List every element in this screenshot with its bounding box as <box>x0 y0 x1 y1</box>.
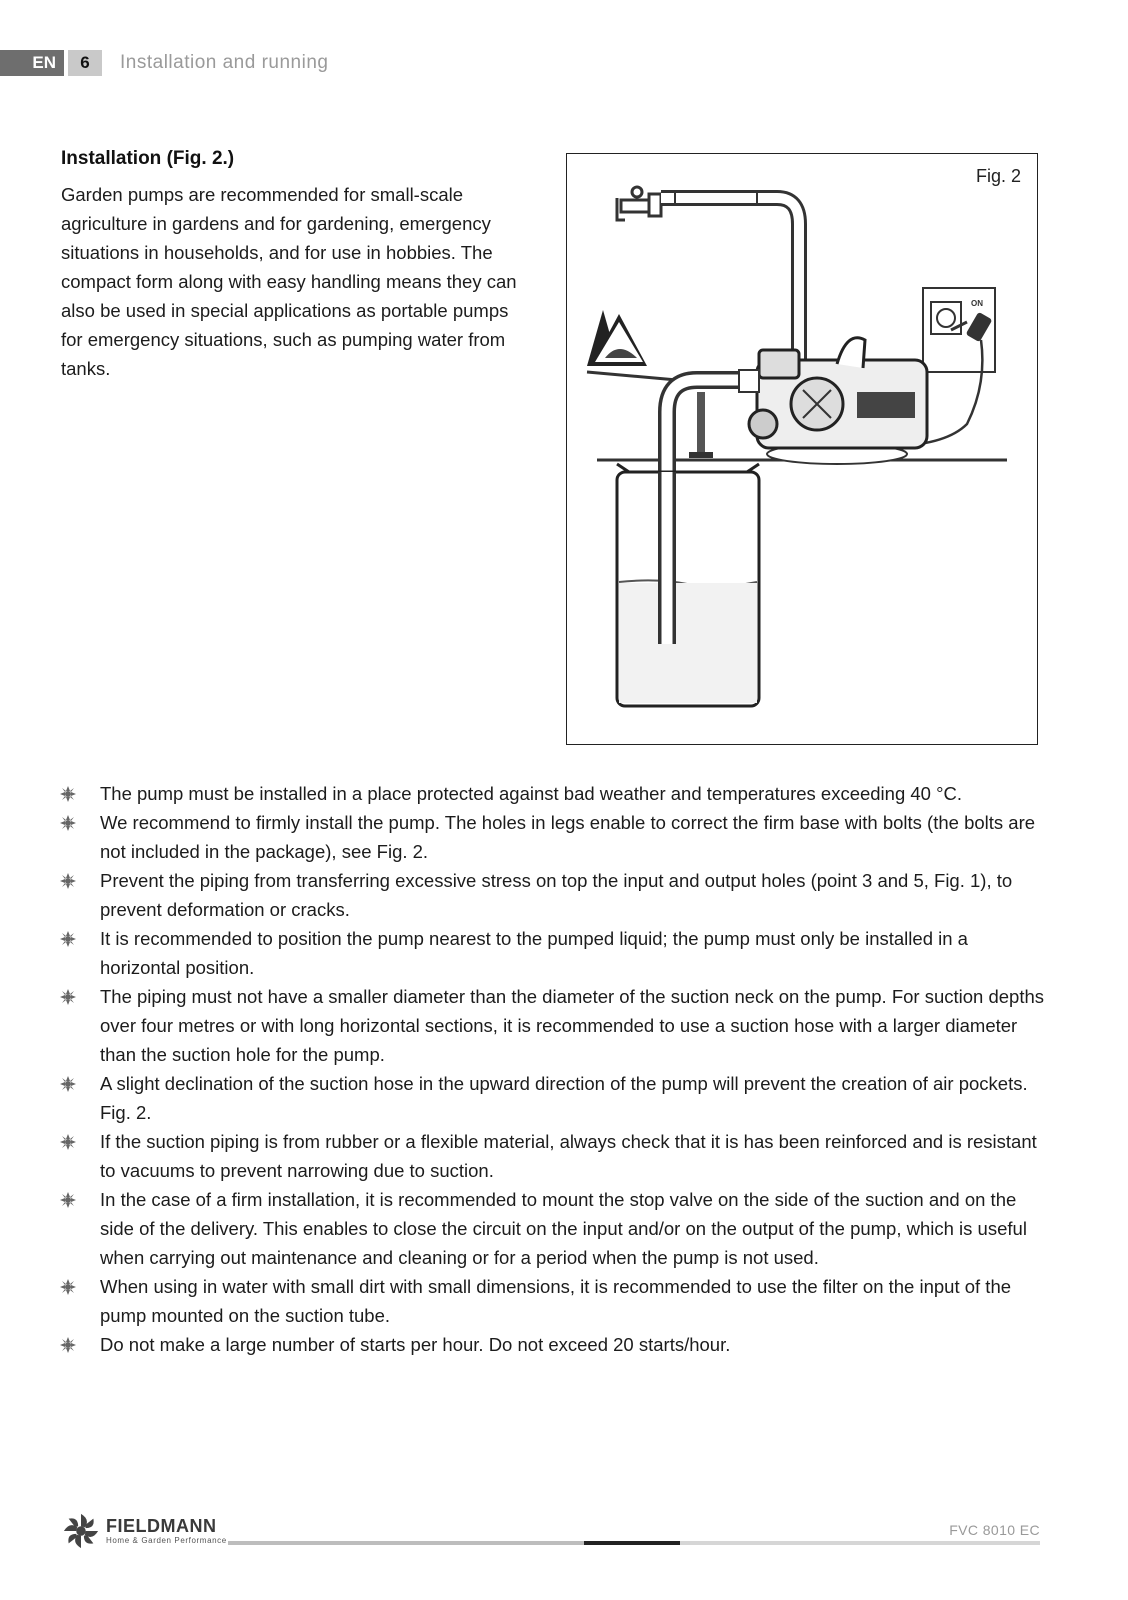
fan-bullet-icon <box>60 1337 76 1353</box>
fan-bullet-icon <box>60 1279 76 1295</box>
pump-icon <box>749 338 927 464</box>
footer-line-dark <box>584 1541 680 1545</box>
installation-heading: Installation (Fig. 2.) <box>61 148 235 169</box>
model-number: FVC 8010 EC <box>949 1522 1040 1538</box>
footer-line-light-right <box>680 1541 1040 1545</box>
section-title: Installation and running <box>120 52 329 73</box>
intro-paragraph: Garden pumps are recommended for small-scale agriculture in gardens and for gardening, emergency situations in households, and for use in hobbies. The compact form along with easy handling means they can also be used in special applications as portable pumps for emergency situations, such as pumping water from tanks. <box>61 184 517 379</box>
page-number: 6 <box>68 50 102 76</box>
pump-installation-illustration <box>567 154 1039 746</box>
list-item: It is recommended to position the pump nearest to the pumped liquid; the pump must only be installed in a horizontal position. <box>58 924 1048 982</box>
list-item: We recommend to firmly install the pump. The holes in legs enable to correct the firm base with bolts (the bolts are not included in the package), see Fig. 2. <box>58 808 1048 866</box>
fan-bullet-icon <box>60 989 76 1005</box>
installation-bullet-list <box>58 779 1048 1359</box>
figure-2 <box>566 153 1038 745</box>
water-tank-icon <box>617 464 759 706</box>
fan-bullet-icon <box>60 873 76 889</box>
faucet-icon <box>617 187 661 220</box>
delivery-hose <box>661 198 799 374</box>
fan-bullet-icon <box>60 815 76 831</box>
list-item: Prevent the piping from transferring excessive stress on top the input and output holes (point 3 and 5, Fig. 1), to prevent deformation or cracks. <box>58 866 1048 924</box>
svg-text:ON: ON <box>971 299 983 308</box>
fan-bullet-icon <box>60 1076 76 1092</box>
page-header <box>0 50 328 76</box>
list-item: Do not make a large number of starts per hour. Do not exceed 20 starts/hour. <box>58 1330 1048 1359</box>
language-badge: EN <box>0 50 64 76</box>
warning-sign-icon <box>587 310 647 366</box>
fan-bullet-icon <box>60 1192 76 1208</box>
footer-line-light <box>228 1541 584 1545</box>
fieldmann-fan-icon <box>62 1512 100 1550</box>
fan-bullet-icon <box>60 931 76 947</box>
fan-bullet-icon <box>60 1134 76 1150</box>
fan-bullet-icon <box>60 786 76 802</box>
list-item: The piping must not have a smaller diameter than the diameter of the suction neck on the pump. For suction depths over four metres or with long horizontal sections, it is recommended to use a suction hose with a larger diameter than the suction hole for the pump. <box>58 982 1048 1069</box>
fieldmann-logo <box>62 1512 227 1550</box>
brand-name: FIELDMANN <box>106 1516 217 1536</box>
brand-tagline: Home & Garden Performance <box>106 1536 227 1545</box>
list-item: The pump must be installed in a place protected against bad weather and temperatures exceeding 40 °C. <box>58 779 1048 808</box>
list-item: In the case of a firm installation, it is recommended to mount the stop valve on the side of the suction and on the side of the delivery. This enables to close the circuit on the input and/or on the output of the pump, which is useful when carrying out maintenance and cleaning or for a period when the pump is not used. <box>58 1185 1048 1272</box>
figure-label: Fig. 2 <box>975 166 1021 186</box>
list-item: A slight declination of the suction hose in the upward direction of the pump will prevent the creation of air pockets. Fig. 2. <box>58 1069 1048 1127</box>
list-item: When using in water with small dirt with small dimensions, it is recommended to use the filter on the input of the pump mounted on the suction tube. <box>58 1272 1048 1330</box>
intro-section <box>61 148 531 383</box>
list-item: If the suction piping is from rubber or a flexible material, always check that it is has been reinforced and is resistant to vacuums to prevent narrowing due to suction. <box>58 1127 1048 1185</box>
